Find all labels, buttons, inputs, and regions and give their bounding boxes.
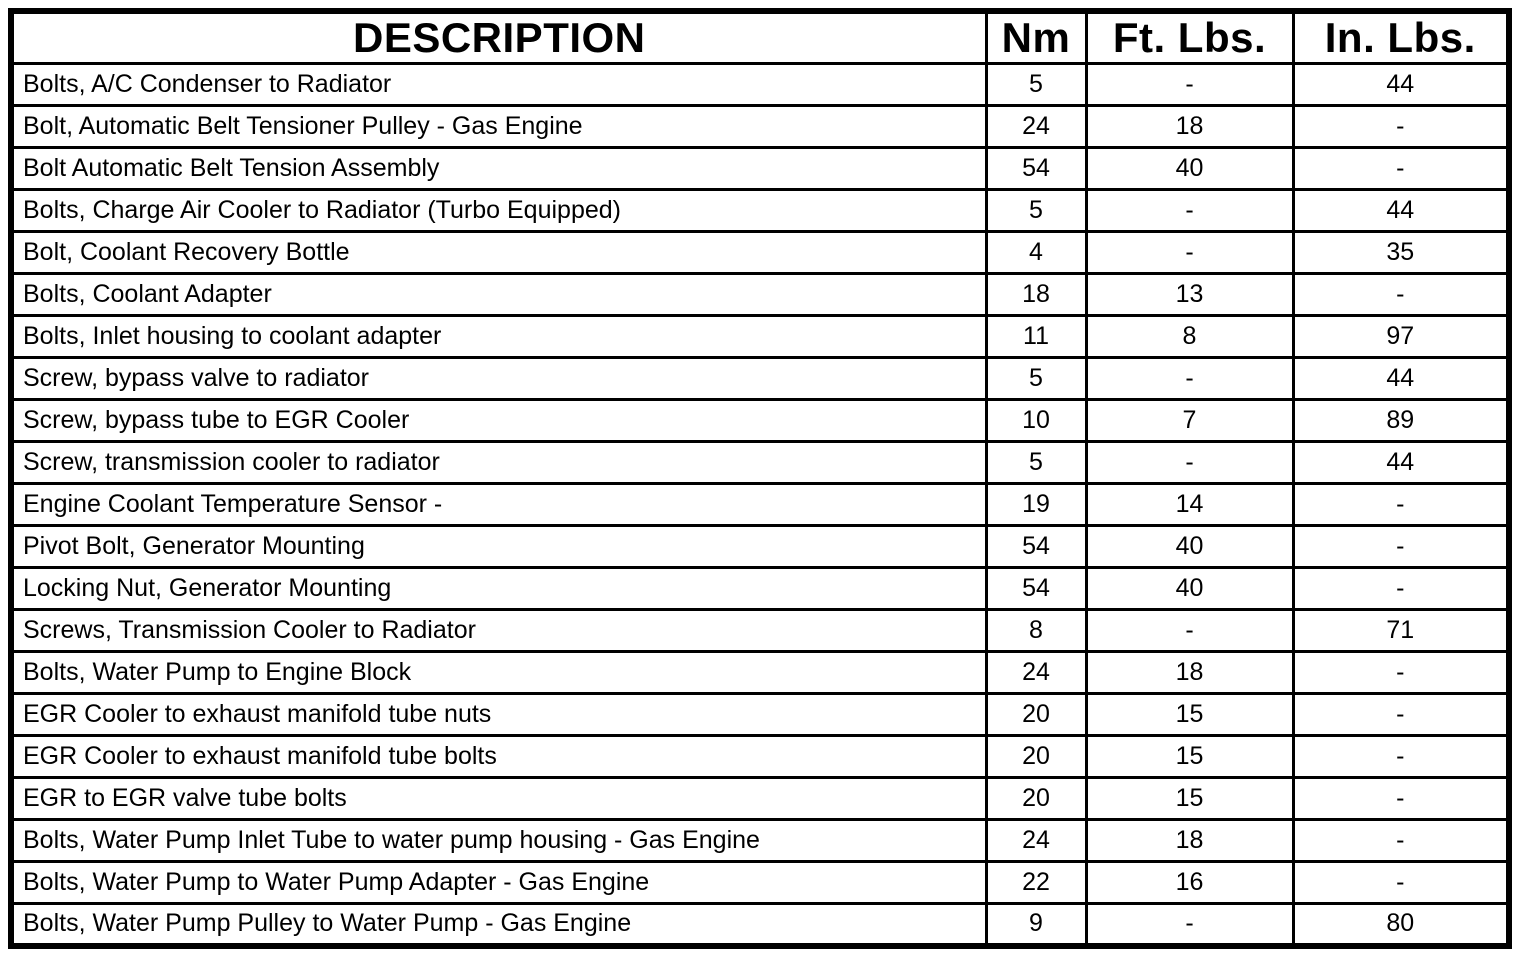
cell-description: Pivot Bolt, Generator Mounting: [11, 526, 986, 568]
cell-description: Bolts, Inlet housing to coolant adapter: [11, 316, 986, 358]
cell-in-lbs: 44: [1293, 358, 1509, 400]
table-row: [11, 694, 1509, 736]
cell-nm: 54: [986, 568, 1086, 610]
cell-in-lbs: -: [1293, 862, 1509, 904]
cell-description: EGR Cooler to exhaust manifold tube nuts: [11, 694, 986, 736]
table-row: [11, 64, 1509, 106]
cell-ft-lbs: -: [1086, 358, 1293, 400]
cell-in-lbs: -: [1293, 568, 1509, 610]
cell-ft-lbs: 15: [1086, 778, 1293, 820]
cell-nm: 19: [986, 484, 1086, 526]
cell-description: Bolts, Water Pump to Engine Block: [11, 652, 986, 694]
cell-nm: 5: [986, 190, 1086, 232]
column-header-description: DESCRIPTION: [11, 11, 986, 64]
cell-nm: 20: [986, 778, 1086, 820]
cell-nm: 20: [986, 694, 1086, 736]
cell-ft-lbs: 16: [1086, 862, 1293, 904]
cell-nm: 22: [986, 862, 1086, 904]
cell-nm: 5: [986, 358, 1086, 400]
cell-ft-lbs: -: [1086, 190, 1293, 232]
cell-in-lbs: -: [1293, 106, 1509, 148]
table-row: [11, 442, 1509, 484]
cell-description: Bolts, Water Pump Inlet Tube to water pump housing - Gas Engine: [11, 820, 986, 862]
cell-description: Bolts, Coolant Adapter: [11, 274, 986, 316]
cell-in-lbs: 44: [1293, 190, 1509, 232]
cell-nm: 20: [986, 736, 1086, 778]
table-row: [11, 778, 1509, 820]
table-row: [11, 316, 1509, 358]
torque-spec-table: [8, 8, 1512, 949]
cell-nm: 54: [986, 526, 1086, 568]
table-row: [11, 904, 1509, 946]
cell-ft-lbs: 13: [1086, 274, 1293, 316]
header-row: [11, 11, 1509, 64]
table-body: [11, 64, 1509, 946]
cell-description: Locking Nut, Generator Mounting: [11, 568, 986, 610]
cell-description: EGR Cooler to exhaust manifold tube bolts: [11, 736, 986, 778]
table-row: [11, 652, 1509, 694]
cell-description: Screw, bypass tube to EGR Cooler: [11, 400, 986, 442]
cell-ft-lbs: -: [1086, 442, 1293, 484]
cell-description: Bolt Automatic Belt Tension Assembly: [11, 148, 986, 190]
table-row: [11, 610, 1509, 652]
cell-in-lbs: -: [1293, 526, 1509, 568]
cell-in-lbs: 89: [1293, 400, 1509, 442]
cell-in-lbs: -: [1293, 484, 1509, 526]
table-row: [11, 568, 1509, 610]
cell-ft-lbs: 40: [1086, 148, 1293, 190]
cell-in-lbs: -: [1293, 694, 1509, 736]
cell-in-lbs: 35: [1293, 232, 1509, 274]
table-row: [11, 736, 1509, 778]
cell-description: Bolts, Charge Air Cooler to Radiator (Turbo Equipped): [11, 190, 986, 232]
cell-ft-lbs: -: [1086, 232, 1293, 274]
table-header: [11, 11, 1509, 64]
cell-nm: 5: [986, 442, 1086, 484]
cell-description: Bolts, Water Pump Pulley to Water Pump - Gas Engine: [11, 904, 986, 946]
cell-description: Bolts, Water Pump to Water Pump Adapter - Gas Engine: [11, 862, 986, 904]
cell-description: Screw, transmission cooler to radiator: [11, 442, 986, 484]
table-row: [11, 526, 1509, 568]
cell-description: Engine Coolant Temperature Sensor -: [11, 484, 986, 526]
table-row: [11, 274, 1509, 316]
table-row: [11, 400, 1509, 442]
cell-in-lbs: -: [1293, 148, 1509, 190]
cell-ft-lbs: 14: [1086, 484, 1293, 526]
cell-ft-lbs: 8: [1086, 316, 1293, 358]
column-header-in-lbs: In. Lbs.: [1293, 11, 1509, 64]
cell-nm: 24: [986, 106, 1086, 148]
cell-description: Bolt, Coolant Recovery Bottle: [11, 232, 986, 274]
cell-in-lbs: 44: [1293, 64, 1509, 106]
cell-in-lbs: 97: [1293, 316, 1509, 358]
cell-ft-lbs: 15: [1086, 694, 1293, 736]
cell-description: Screws, Transmission Cooler to Radiator: [11, 610, 986, 652]
cell-ft-lbs: 15: [1086, 736, 1293, 778]
cell-in-lbs: 44: [1293, 442, 1509, 484]
cell-nm: 9: [986, 904, 1086, 946]
cell-in-lbs: 80: [1293, 904, 1509, 946]
column-header-nm: Nm: [986, 11, 1086, 64]
table-row: [11, 106, 1509, 148]
cell-ft-lbs: -: [1086, 64, 1293, 106]
cell-description: Bolts, A/C Condenser to Radiator: [11, 64, 986, 106]
cell-ft-lbs: 18: [1086, 652, 1293, 694]
cell-in-lbs: -: [1293, 652, 1509, 694]
cell-in-lbs: -: [1293, 274, 1509, 316]
cell-nm: 11: [986, 316, 1086, 358]
table-row: [11, 484, 1509, 526]
cell-ft-lbs: -: [1086, 610, 1293, 652]
cell-in-lbs: -: [1293, 736, 1509, 778]
cell-ft-lbs: 40: [1086, 568, 1293, 610]
cell-ft-lbs: 40: [1086, 526, 1293, 568]
cell-in-lbs: -: [1293, 820, 1509, 862]
cell-in-lbs: -: [1293, 778, 1509, 820]
cell-ft-lbs: 18: [1086, 820, 1293, 862]
cell-nm: 10: [986, 400, 1086, 442]
cell-nm: 8: [986, 610, 1086, 652]
cell-nm: 4: [986, 232, 1086, 274]
cell-description: Screw, bypass valve to radiator: [11, 358, 986, 400]
cell-description: Bolt, Automatic Belt Tensioner Pulley - Gas Engine: [11, 106, 986, 148]
cell-ft-lbs: 7: [1086, 400, 1293, 442]
cell-nm: 18: [986, 274, 1086, 316]
cell-ft-lbs: 18: [1086, 106, 1293, 148]
cell-nm: 5: [986, 64, 1086, 106]
table-row: [11, 358, 1509, 400]
column-header-ft-lbs: Ft. Lbs.: [1086, 11, 1293, 64]
table-row: [11, 862, 1509, 904]
cell-nm: 24: [986, 652, 1086, 694]
cell-ft-lbs: -: [1086, 904, 1293, 946]
table-row: [11, 148, 1509, 190]
cell-description: EGR to EGR valve tube bolts: [11, 778, 986, 820]
table-row: [11, 820, 1509, 862]
table-row: [11, 232, 1509, 274]
cell-nm: 54: [986, 148, 1086, 190]
cell-nm: 24: [986, 820, 1086, 862]
table-row: [11, 190, 1509, 232]
cell-in-lbs: 71: [1293, 610, 1509, 652]
